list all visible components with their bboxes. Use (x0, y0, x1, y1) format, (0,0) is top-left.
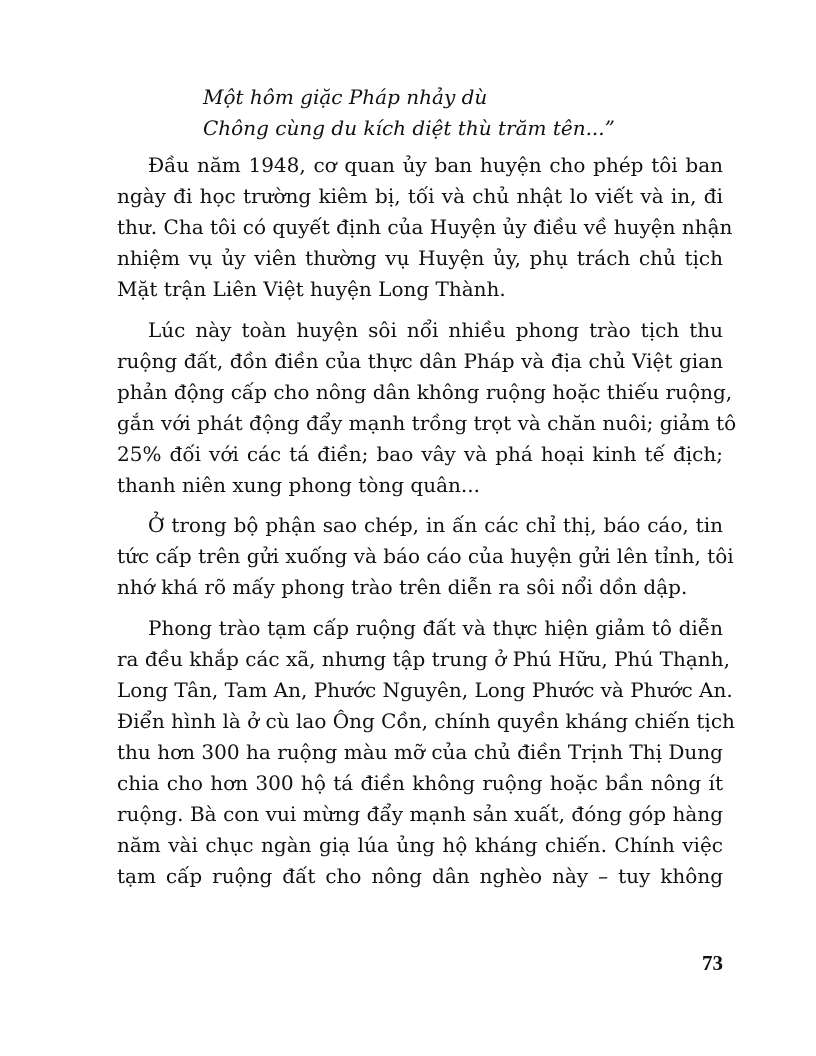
verse-quote (203, 82, 723, 144)
text-line: thư. Cha tôi có quyết định của Huyện ủy điều về huyện nhận (117, 215, 733, 239)
text-line: thu hơn 300 ha ruộng màu mỡ của chủ điền Trịnh Thị Dung (117, 740, 723, 764)
paragraph-3 (117, 510, 734, 603)
paragraph-4 (117, 613, 735, 892)
text-line: Mặt trận Liên Việt huyện Long Thành. (117, 277, 506, 301)
text-line: chia cho hơn 300 hộ tá điền không ruộng hoặc bần nông ít (117, 771, 723, 795)
text-line: tức cấp trên gửi xuống và báo cáo của huyện gửi lên tỉnh, tôi (117, 544, 734, 568)
text-line: ra đều khắp các xã, nhưng tập trung ở Phú Hữu, Phú Thạnh, (117, 647, 730, 671)
text-line: nhớ khá rõ mấy phong trào trên diễn ra sôi nổi dồn dập. (117, 575, 688, 599)
text-line: Ở trong bộ phận sao chép, in ấn các chỉ thị, báo cáo, tin (148, 513, 723, 537)
text-line: 25% đối với các tá điền; bao vây và phá hoại kinh tế địch; (117, 442, 723, 466)
verse-line: Một hôm giặc Pháp nhảy dù (203, 85, 488, 109)
paragraph-2 (117, 315, 737, 501)
verse-line: Chông cùng du kích diệt thù trăm tên...” (203, 116, 615, 140)
text-line: Đầu năm 1948, cơ quan ủy ban huyện cho phép tôi ban (148, 153, 723, 177)
text-line: gắn với phát động đẩy mạnh trồng trọt và chăn nuôi; giảm tô (117, 411, 737, 435)
text-line: ngày đi học trường kiêm bị, tối và chủ nhật lo viết và in, đi (117, 184, 723, 208)
text-line: thanh niên xung phong tòng quân... (117, 473, 480, 497)
text-line: Long Tân, Tam An, Phước Nguyên, Long Phước và Phước An. (117, 678, 733, 702)
text-line: Phong trào tạm cấp ruộng đất và thực hiện giảm tô diễn (148, 616, 723, 640)
text-line: nhiệm vụ ủy viên thường vụ Huyện ủy, phụ trách chủ tịch (117, 246, 723, 270)
text-line: ruộng đất, đồn điền của thực dân Pháp và địa chủ Việt gian (117, 349, 723, 373)
text-line: phản động cấp cho nông dân không ruộng hoặc thiếu ruộng, (117, 380, 733, 404)
text-line: Lúc này toàn huyện sôi nổi nhiều phong trào tịch thu (148, 318, 723, 342)
text-line: tạm cấp ruộng đất cho nông dân nghèo này – tuy không (117, 864, 723, 888)
text-line: năm vài chục ngàn giạ lúa ủng hộ kháng chiến. Chính việc (117, 833, 723, 857)
text-line: ruộng. Bà con vui mừng đẩy mạnh sản xuất, đóng góp hàng (117, 802, 723, 826)
paragraph-1 (117, 150, 733, 305)
page-number: 73 (702, 951, 723, 975)
text-line: Điển hình là ở cù lao Ông Cồn, chính quyền kháng chiến tịch (117, 709, 735, 733)
